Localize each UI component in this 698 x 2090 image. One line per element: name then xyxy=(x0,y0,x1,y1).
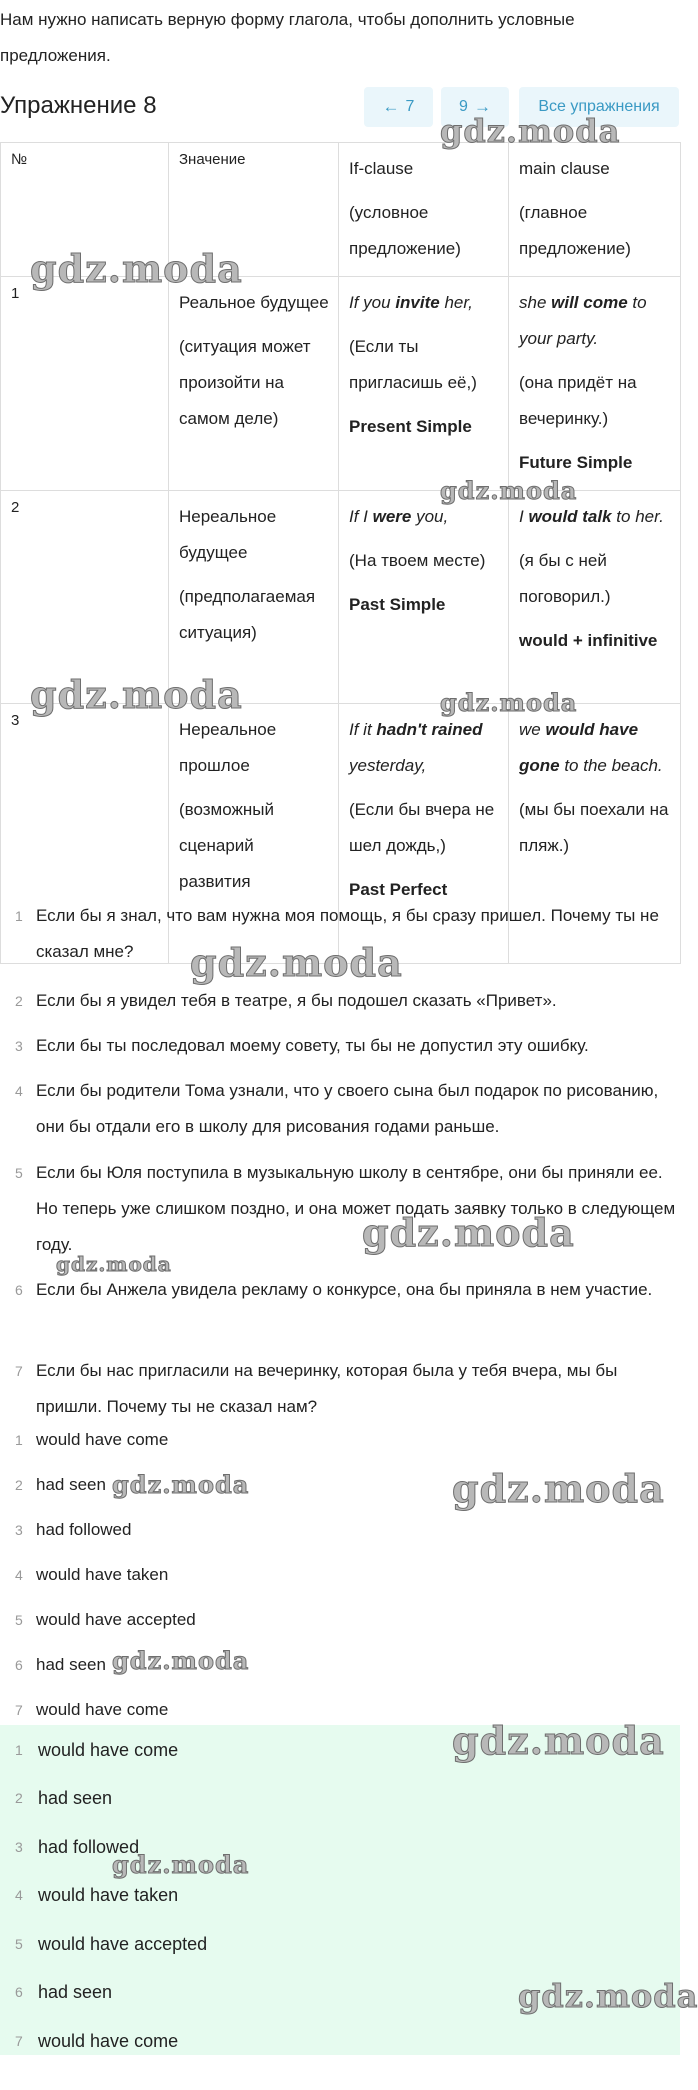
if-pre: If you xyxy=(349,293,396,312)
item-number: 1 xyxy=(15,1742,23,1758)
item-text: Если бы я знал, что вам нужна моя помощь, я бы сразу пришел. Почему ты не сказал мне? xyxy=(36,906,659,961)
if-verb: invite xyxy=(395,293,440,312)
if-translation: (На твоем месте) xyxy=(349,551,486,570)
item-number: 1 xyxy=(15,908,23,924)
watermark-logo: gdz.moda xyxy=(452,1718,665,1763)
row-meaning xyxy=(169,277,339,491)
watermark-logo: gdz.moda xyxy=(362,1210,575,1255)
item-number: 6 xyxy=(15,1657,23,1673)
item-number: 1 xyxy=(15,1432,23,1448)
next-exercise-label: 9 xyxy=(459,98,468,115)
item-text: Если бы родители Тома узнали, что у своего сына был подарок по рисованию, они бы отдали его в школу для рисования годами раньше. xyxy=(36,1081,659,1136)
meaning-text: Реальное будущее xyxy=(179,293,329,312)
item-text: would have come xyxy=(38,2031,179,2051)
grammar-table xyxy=(0,142,681,964)
if-tense: Past Simple xyxy=(349,595,446,614)
item-number: 3 xyxy=(15,1038,23,1054)
item-number: 2 xyxy=(15,993,23,1009)
watermark-logo: gdz.moda xyxy=(440,688,578,717)
main-post: to her. xyxy=(611,507,664,526)
item-number: 4 xyxy=(15,1567,23,1583)
header-meaning-text: Значение xyxy=(179,151,246,168)
main-example xyxy=(519,712,672,784)
item-text: Если бы ты последовал моему совету, ты бы не допустил эту ошибку. xyxy=(36,1036,589,1055)
header-main-clause-ru: (главное предложение) xyxy=(519,203,631,258)
prev-exercise-label: 7 xyxy=(405,98,415,115)
item-number: 3 xyxy=(15,1522,23,1538)
table-row xyxy=(1,491,681,704)
prev-exercise-button[interactable] xyxy=(364,87,433,127)
row-num-text: 2 xyxy=(11,499,20,516)
watermark-logo: gdz.moda xyxy=(56,1252,172,1276)
if-pre: If I xyxy=(349,507,373,526)
main-pre: she xyxy=(519,293,552,312)
item-number: 4 xyxy=(15,1887,23,1903)
item-text: would have taken xyxy=(38,1885,179,1905)
main-translation: (мы бы поехали на пляж.) xyxy=(519,800,669,855)
item-number: 7 xyxy=(15,1702,23,1718)
item-text: Если бы нас пригласили на вечеринку, которая была у тебя вчера, мы бы пришли. Почему ты не сказал нам? xyxy=(36,1361,618,1416)
item-number: 3 xyxy=(15,1839,23,1855)
row-num xyxy=(1,277,169,491)
if-tense: Past Perfect xyxy=(349,880,448,899)
main-verb: would talk xyxy=(528,507,612,526)
if-pre: If it xyxy=(349,720,377,739)
item-text: had seen xyxy=(36,1475,106,1494)
header-num-text: № xyxy=(11,151,28,168)
row-main-clause xyxy=(509,491,681,704)
row-num-text: 3 xyxy=(11,712,20,729)
arrow-left-icon: ← xyxy=(382,97,400,116)
item-number: 7 xyxy=(15,2033,23,2049)
item-text: had seen xyxy=(38,1788,113,1808)
if-verb: hadn't rained xyxy=(376,720,483,739)
if-post: you, xyxy=(411,507,449,526)
watermark-logo: gdz.moda xyxy=(112,1850,250,1879)
main-tense: Future Simple xyxy=(519,453,633,472)
item-text: had followed xyxy=(38,1837,140,1857)
header-if-clause xyxy=(339,143,509,277)
meaning-note: (возможный сценарий развития xyxy=(179,800,274,891)
watermark-logo: gdz.moda xyxy=(112,1646,250,1675)
main-verb: will come xyxy=(551,293,628,312)
main-pre: I xyxy=(519,507,529,526)
if-tense: Present Simple xyxy=(349,417,472,436)
watermark-logo: gdz.moda xyxy=(518,1977,698,2015)
watermark-logo: gdz.moda xyxy=(30,672,243,717)
main-example xyxy=(519,499,672,535)
item-number: 5 xyxy=(15,1612,23,1628)
main-tense: would + infinitive xyxy=(519,631,658,650)
intro-text: Нам нужно написать верную форму глагола, чтобы дополнить условные предложения. xyxy=(0,10,575,65)
all-exercises-button[interactable]: Все упражнения xyxy=(519,87,679,127)
if-translation: (Если ты пригласишь её,) xyxy=(349,337,477,392)
grammar-table-wrapper xyxy=(0,142,680,901)
table-header-row xyxy=(1,143,681,277)
item-number: 5 xyxy=(15,1936,23,1952)
item-text: had seen xyxy=(38,1982,113,2002)
arrow-right-icon: → xyxy=(473,97,491,116)
if-post: yesterday, xyxy=(349,756,427,775)
item-text: had followed xyxy=(36,1520,132,1539)
next-exercise-button[interactable] xyxy=(441,87,509,127)
item-number: 7 xyxy=(15,1363,23,1379)
if-example xyxy=(349,499,500,535)
row-num-text: 1 xyxy=(11,285,20,302)
watermark-logo: gdz.moda xyxy=(30,246,243,291)
exercise-header xyxy=(0,84,680,130)
item-number: 4 xyxy=(15,1083,23,1099)
row-num xyxy=(1,491,169,704)
row-meaning xyxy=(169,491,339,704)
main-post: to your party. xyxy=(519,293,647,348)
if-verb: were xyxy=(372,507,412,526)
meaning-text: Нереальное прошлое xyxy=(179,720,277,775)
item-text: had seen xyxy=(36,1655,106,1674)
if-post: her, xyxy=(439,293,473,312)
watermark-logo: gdz.moda xyxy=(112,1470,250,1499)
item-text: Если бы я увидел тебя в театре, я бы подошел сказать «Привет». xyxy=(36,991,557,1010)
exercise-title: Упражнение 8 xyxy=(0,92,157,119)
if-translation: (Если бы вчера не шел дождь,) xyxy=(349,800,495,855)
main-translation: (она придёт на вечеринку.) xyxy=(519,373,637,428)
watermark-logo: gdz.moda xyxy=(440,112,621,150)
header-main-clause xyxy=(509,143,681,277)
meaning-note: (предполагаемая ситуация) xyxy=(179,587,316,642)
item-number: 2 xyxy=(15,1477,23,1493)
row-if-clause xyxy=(339,491,509,704)
row-main-clause xyxy=(509,277,681,491)
item-text: would have come xyxy=(36,1700,169,1719)
watermark-logo: gdz.moda xyxy=(190,940,403,985)
header-meaning xyxy=(169,143,339,277)
meaning-note: (ситуация может произойти на самом деле) xyxy=(179,337,311,428)
item-number: 6 xyxy=(15,1984,23,2000)
main-post: to the beach. xyxy=(559,756,663,775)
item-text: Если бы Анжела увидела рекламу о конкурсе, она бы приняла в нем участие. xyxy=(36,1280,653,1299)
main-translation: (я бы с ней поговорил.) xyxy=(519,551,611,606)
header-if-clause-text: If-clause xyxy=(349,159,414,178)
main-verb: would have gone xyxy=(519,720,639,775)
meaning-text: Нереальное будущее xyxy=(179,507,277,562)
main-pre: we xyxy=(519,720,546,739)
item-text: would have taken xyxy=(36,1565,169,1584)
item-number: 6 xyxy=(15,1282,23,1298)
table-row xyxy=(1,277,681,491)
header-num xyxy=(1,143,169,277)
item-number: 2 xyxy=(15,1790,23,1806)
item-text: Если бы Юля поступила в музыкальную школу в сентябре, они бы приняли ее. Но теперь уже слишком поздно, и она может подать заявку только в следующем году. xyxy=(36,1163,676,1254)
highlighted-answer-block xyxy=(0,1725,680,2055)
if-example xyxy=(349,285,500,321)
row-if-clause xyxy=(339,277,509,491)
item-text: would have accepted xyxy=(36,1610,196,1629)
item-text: would have come xyxy=(36,1430,169,1449)
item-number: 5 xyxy=(15,1165,23,1181)
item-text: would have accepted xyxy=(38,1934,208,1954)
watermark-logo: gdz.moda xyxy=(452,1466,665,1511)
item-text: would have come xyxy=(38,1740,179,1760)
main-example xyxy=(519,285,672,357)
header-if-clause-ru: (условное предложение) xyxy=(349,203,461,258)
header-main-clause-text: main clause xyxy=(519,159,610,178)
watermark-logo: gdz.moda xyxy=(440,476,578,505)
if-example xyxy=(349,712,500,784)
